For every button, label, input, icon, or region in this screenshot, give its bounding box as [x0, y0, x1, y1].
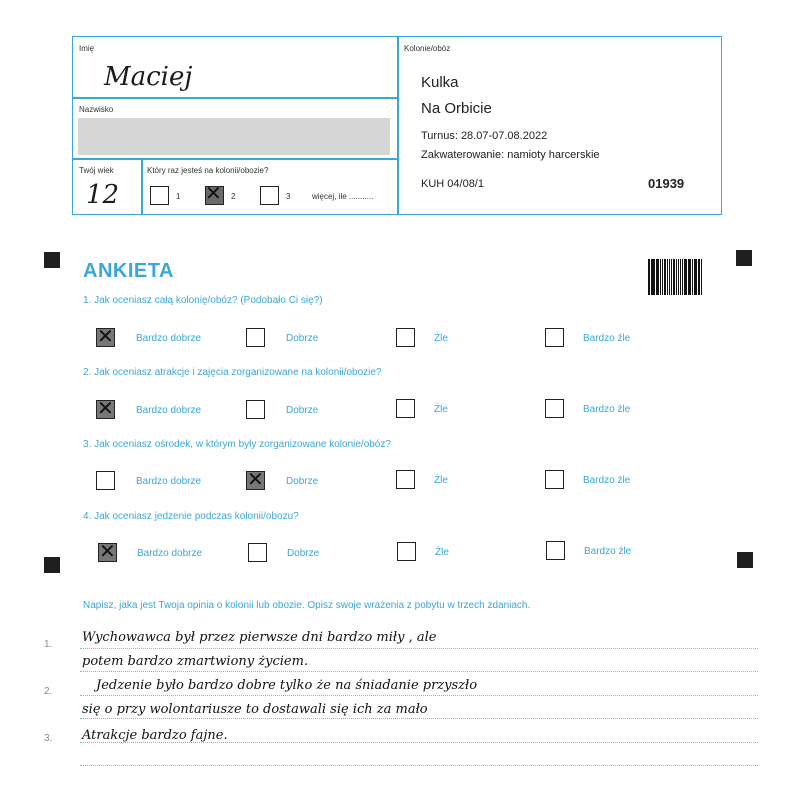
q3-option-dobrze-label: Dobrze — [286, 476, 319, 487]
barcode-icon — [648, 259, 702, 295]
header-divider-nazwisko — [72, 158, 398, 160]
q3-option-zle-checkbox[interactable] — [396, 470, 415, 489]
q4-option-zle-checkbox[interactable] — [397, 542, 416, 561]
header-divider-vertical — [397, 36, 399, 215]
nazwisko-label: Nazwisko — [79, 105, 114, 114]
question-1: 1. Jak oceniasz całą kolonię/obóz? (Podobało Ci się?) — [83, 295, 323, 306]
opinion-prompt: Napisz, jaka jest Twoja opinia o kolonii lub obozie. Opisz swoje wrażenia z pobytu w trzech zdaniach. — [83, 600, 531, 611]
wiek-label: Twój wiek — [79, 166, 114, 175]
q1-option-bardzo-dobrze-label: Bardzo dobrze — [136, 333, 202, 344]
q4-option-bardzo-zle-checkbox[interactable] — [546, 541, 565, 560]
q1-option-bardzo-dobrze-checkbox[interactable] — [96, 328, 115, 347]
q1-option-zle-checkbox[interactable] — [396, 328, 415, 347]
q3-option-bardzo-dobrze-label: Bardzo dobrze — [136, 476, 202, 487]
question-3: 3. Jak oceniasz ośrodek, w którym były zorganizowane kolonie/obóz? — [83, 439, 391, 450]
q4-option-dobrze-label: Dobrze — [287, 548, 320, 559]
registration-marker-bottom-right — [737, 552, 753, 568]
kolonia-name-1: Kulka — [421, 74, 459, 91]
kolonia-name-2: Na Orbicie — [421, 100, 492, 117]
writing-line — [80, 648, 758, 649]
answer-line-3[interactable]: Jedzenie było bardzo dobre tylko że na śniadanie przyszło — [96, 678, 478, 693]
header-divider-imie — [72, 97, 398, 99]
line-number-2: 2. — [44, 686, 53, 697]
question-4: 4. Jak oceniasz jedzenie podczas kolonii/obozu? — [83, 511, 299, 522]
q1-option-bardzo-zle-checkbox[interactable] — [545, 328, 564, 347]
registration-marker-bottom-left — [44, 557, 60, 573]
ktory-raz-label: Który raz jesteś na kolonii/obozie? — [147, 166, 269, 175]
q4-option-zle-label: Źle — [435, 547, 449, 558]
header-divider-age — [141, 159, 143, 215]
writing-line — [80, 695, 758, 696]
wiek-value[interactable]: 12 — [86, 180, 120, 210]
imie-label: Imię — [79, 44, 95, 53]
turnus-text: Turnus: 28.07-07.08.2022 — [421, 130, 548, 142]
kod-text: KUH 04/08/1 — [421, 178, 484, 190]
ktory-raz-checkbox-1[interactable] — [150, 186, 169, 205]
ktory-raz-option-3: 3 — [286, 192, 291, 201]
q2-option-dobrze-checkbox[interactable] — [246, 400, 265, 419]
nazwisko-redacted — [78, 118, 390, 155]
wiecej-label: więcej, ile ........... — [312, 192, 374, 201]
question-2: 2. Jak oceniasz atrakcje i zajęcia zorganizowane na kolonii/obozie? — [83, 367, 382, 378]
q2-option-bardzo-zle-checkbox[interactable] — [545, 399, 564, 418]
ktory-raz-check-mark: ✕ — [205, 183, 222, 205]
q2-option-dobrze-label: Dobrze — [286, 405, 319, 416]
registration-marker-top-left — [44, 252, 60, 268]
q1-option-dobrze-checkbox[interactable] — [246, 328, 265, 347]
kolonia-label: Kolonie/obóz — [404, 44, 451, 53]
q2-option-zle-label: Źle — [434, 404, 448, 415]
imie-value[interactable]: Maciej — [104, 62, 193, 92]
registration-marker-top-right — [736, 250, 752, 266]
q3-option-dobrze-checkbox[interactable] — [246, 471, 265, 490]
answer-line-2[interactable]: potem bardzo zmartwiony życiem. — [82, 654, 309, 669]
q1-option-zle-label: Źle — [434, 333, 448, 344]
zakwaterowanie-text: Zakwaterowanie: namioty harcerskie — [421, 149, 600, 161]
q1-option-dobrze-label: Dobrze — [286, 333, 319, 344]
ktory-raz-option-2: 2 — [231, 192, 236, 201]
answer-line-5[interactable]: Atrakcje bardzo fajne. — [82, 728, 228, 743]
q1-option-bardzo-zle-label: Bardzo źle — [583, 333, 631, 344]
q3-option-bardzo-zle-label: Bardzo źle — [583, 475, 631, 486]
answer-line-4[interactable]: się o przy wolontariusze to dostawali się ich za mało — [82, 702, 428, 717]
q4-option-dobrze-checkbox[interactable] — [248, 543, 267, 562]
q3-option-bardzo-dobrze-checkbox[interactable] — [96, 471, 115, 490]
q2-option-zle-checkbox[interactable] — [396, 399, 415, 418]
answer-line-1[interactable]: Wychowawca był przez pierwsze dni bardzo miły , ale — [82, 630, 437, 645]
ktory-raz-option-1: 1 — [176, 192, 181, 201]
q3-option-bardzo-zle-checkbox[interactable] — [545, 470, 564, 489]
writing-line — [80, 718, 758, 719]
q3-option-zle-label: Źle — [434, 475, 448, 486]
q4-option-bardzo-zle-label: Bardzo źle — [584, 546, 632, 557]
survey-title: ANKIETA — [83, 260, 174, 282]
q4-option-bardzo-dobrze-label: Bardzo dobrze — [137, 548, 203, 559]
ktory-raz-checkbox-3[interactable] — [260, 186, 279, 205]
q2-option-bardzo-zle-label: Bardzo źle — [583, 404, 631, 415]
line-number-3: 3. — [44, 733, 53, 744]
q2-option-bardzo-dobrze-label: Bardzo dobrze — [136, 405, 202, 416]
q4-option-bardzo-dobrze-checkbox[interactable] — [98, 543, 117, 562]
writing-line — [80, 671, 758, 672]
numer-text: 01939 — [648, 176, 685, 191]
line-number-1: 1. — [44, 639, 53, 650]
writing-line — [80, 765, 758, 766]
q2-option-bardzo-dobrze-checkbox[interactable] — [96, 400, 115, 419]
